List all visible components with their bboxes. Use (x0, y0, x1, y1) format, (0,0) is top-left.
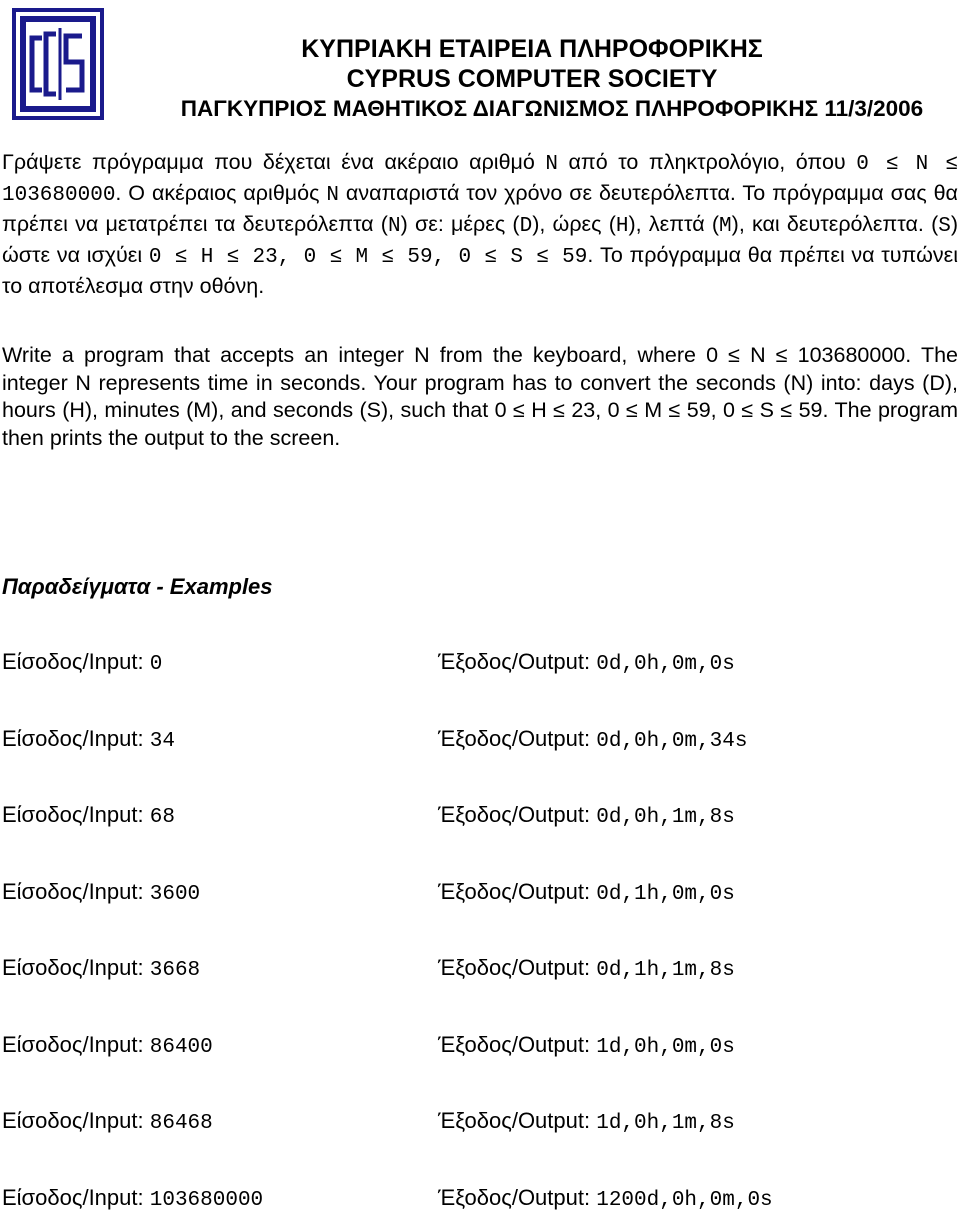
examples-heading: Παραδείγματα - Examples (2, 574, 273, 599)
greek-text: ) ώστε να ισχύει (2, 212, 959, 267)
ccs-logo-icon (12, 8, 104, 120)
example-input (2, 1108, 213, 1135)
output-label: Έξοδος/Output: (438, 802, 597, 827)
var-h: H (615, 215, 629, 238)
input-label: Είσοδος/Input: (2, 726, 150, 751)
header-line-3: ΠΑΓΚΥΠΡΙΟΣ ΜΑΘΗΤΙΚΟΣ ΔΙΑΓΩΝΙΣΜΟΣ ΠΛΗΡΟΦΟΡΙΚΗΣ 11/3/2006 (180, 96, 924, 121)
example-row (0, 726, 960, 758)
output-label: Έξοδος/Output: (438, 1185, 597, 1210)
output-value: 1d,0h,0m,0s (596, 1036, 735, 1059)
example-output (438, 955, 735, 982)
input-value: 103680000 (149, 1189, 264, 1212)
input-value: 3600 (149, 883, 201, 906)
input-label: Είσοδος/Input: (2, 1108, 150, 1133)
example-input (2, 955, 200, 982)
example-output (438, 726, 747, 753)
greek-text: . Το πρόγραμμα θα πρέπει να τυπώνει το αποτέλεσμα στην οθόνη. (2, 243, 958, 298)
input-label: Είσοδος/Input: (2, 802, 150, 827)
input-value: 34 (149, 730, 175, 753)
example-row (0, 1032, 960, 1064)
input-label: Είσοδος/Input: (2, 649, 150, 674)
greek-text: από το πληκτρολόγιο, όπου (558, 150, 857, 174)
var-n: N (545, 153, 558, 176)
example-input (2, 879, 200, 906)
greek-text: ), και δευτερόλεπτα. ( (731, 212, 939, 236)
page-header (112, 34, 952, 124)
input-value: 68 (149, 806, 175, 829)
header-line-2: CYPRUS COMPUTER SOCIETY (346, 65, 718, 93)
example-row (0, 879, 960, 911)
var-m: M (719, 215, 732, 238)
example-output (438, 1032, 735, 1059)
output-value: 0d,1h,1m,8s (596, 959, 735, 982)
example-output (438, 1185, 773, 1212)
input-label: Είσοδος/Input: (2, 955, 150, 980)
greek-text: Γράψετε πρόγραμμα που δέχεται ένα ακέραιο αριθμό (2, 150, 546, 174)
input-label: Είσοδος/Input: (2, 879, 150, 904)
example-row (0, 649, 960, 681)
greek-text: ), λεπτά ( (628, 212, 720, 236)
n-range: 0 ≤ N ≤ 103680000 (2, 153, 958, 207)
output-value: 0d,0h,0m,34s (596, 730, 748, 753)
output-value: 1d,0h,1m,8s (596, 1112, 735, 1135)
output-label: Έξοδος/Output: (438, 1032, 597, 1057)
var-d: D (519, 215, 533, 238)
example-output (438, 802, 735, 829)
input-value: 86468 (149, 1112, 213, 1135)
output-label: Έξοδος/Output: (438, 1108, 597, 1133)
output-label: Έξοδος/Output: (438, 879, 597, 904)
input-label: Είσοδος/Input: (2, 1185, 150, 1210)
greek-text: . Ο ακέραιος αριθμός (115, 181, 327, 205)
example-output (438, 649, 735, 676)
example-output (438, 879, 735, 906)
input-value: 3668 (149, 959, 201, 982)
example-row (0, 955, 960, 987)
constraints: 0 ≤ H ≤ 23, 0 ≤ M ≤ 59, 0 ≤ S ≤ 59 (148, 246, 588, 269)
example-output (438, 1108, 735, 1135)
example-row (0, 1108, 960, 1140)
output-value: 0d,0h,0m,0s (596, 653, 735, 676)
input-value: 86400 (149, 1036, 213, 1059)
output-label: Έξοδος/Output: (438, 649, 597, 674)
var-n: N (387, 215, 401, 238)
input-value: 0 (149, 653, 163, 676)
output-value: 0d,1h,0m,0s (596, 883, 735, 906)
example-input (2, 1185, 263, 1212)
output-label: Έξοδος/Output: (438, 955, 597, 980)
example-row (0, 802, 960, 834)
example-row (0, 1185, 960, 1217)
output-value: 0d,0h,1m,8s (596, 806, 735, 829)
example-input (2, 802, 175, 829)
output-label: Έξοδος/Output: (438, 726, 597, 751)
problem-statement-greek (2, 148, 958, 301)
greek-text: ), ώρες ( (532, 212, 616, 236)
example-input (2, 726, 175, 753)
var-s: S (938, 215, 951, 238)
greek-text: ) σε: μέρες ( (400, 212, 520, 236)
example-input (2, 1032, 213, 1059)
var-n: N (326, 184, 340, 207)
output-value: 1200d,0h,0m,0s (596, 1189, 773, 1212)
example-input (2, 649, 162, 676)
problem-statement-english: Write a program that accepts an integer N from the keyboard, where 0 ≤ N ≤ 103680000. The integer N represents time in seconds. Your program has to convert the seconds (N) into: days (D), hours (H), minutes (M), and seconds (S), such that 0 ≤ H ≤ 23, 0 ≤ M ≤ 59, 0 ≤ S ≤ 59. The program then prints the output to the screen. (2, 343, 958, 450)
header-line-1: ΚΥΠΡΙΑΚΗ ΕΤΑΙΡΕΙΑ ΠΛΗΡΟΦΟΡΙΚΗΣ (301, 35, 763, 63)
greek-text: αναπαριστά τον χρόνο σε δευτερόλεπτα. Το πρόγραμμα σας θα πρέπει να μετατρέπει τα δευτερόλεπτα ( (2, 181, 958, 236)
input-label: Είσοδος/Input: (2, 1032, 150, 1057)
